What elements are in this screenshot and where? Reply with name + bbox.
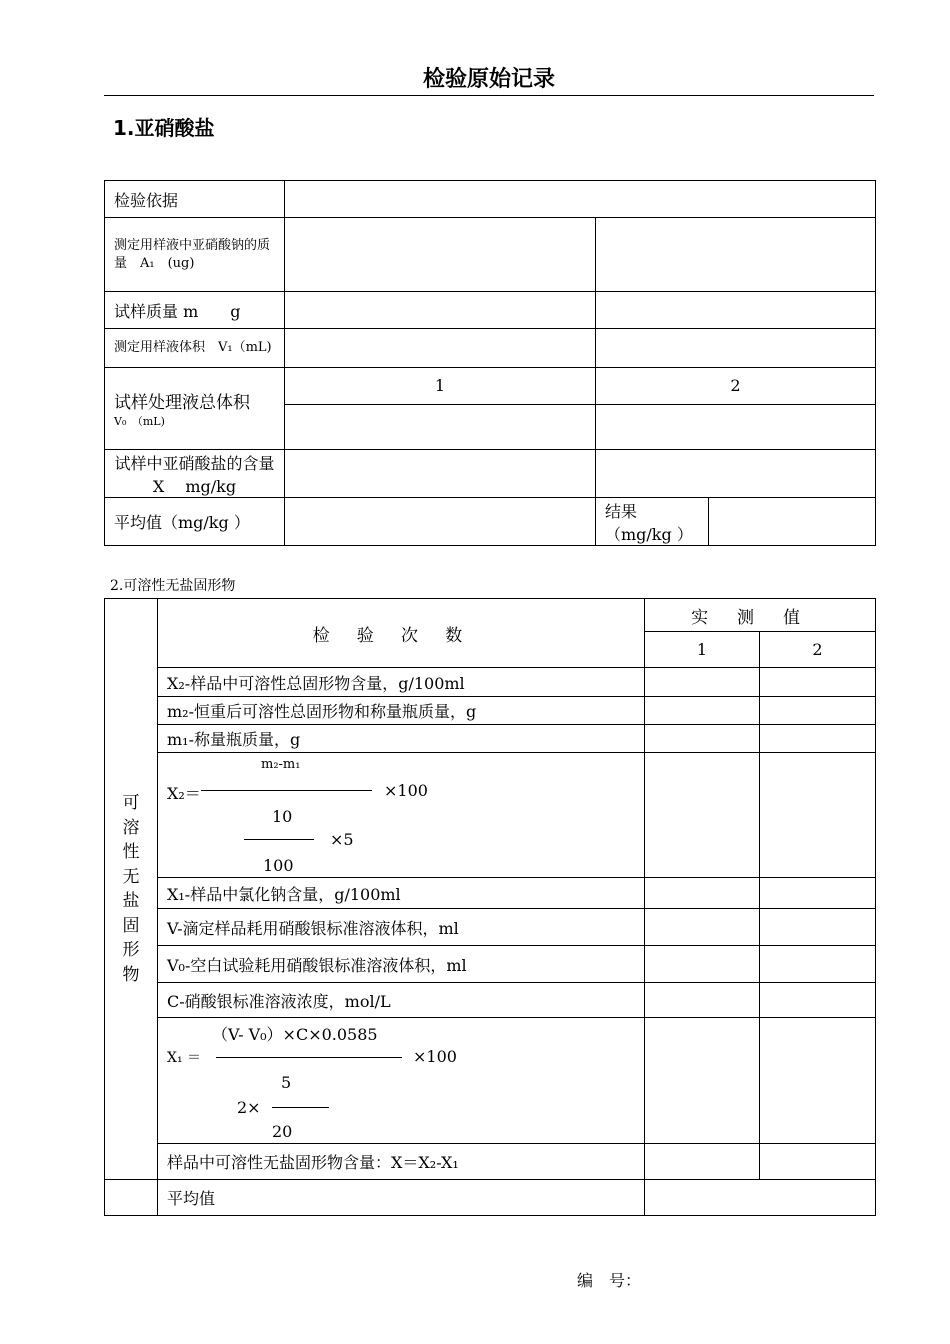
x2-times: ×100 (384, 781, 428, 800)
x1-formula-cell-2[interactable] (760, 1018, 876, 1144)
x2-inner-denominator: 100 (263, 856, 294, 875)
side-char: 物 (122, 964, 140, 985)
nitrite-content-cell-1[interactable] (285, 450, 596, 498)
m2-cell-1[interactable] (645, 697, 760, 725)
total-volume-label (105, 368, 285, 450)
x2-fraction-bar (201, 790, 372, 791)
x2-inner-fraction-bar (244, 839, 314, 840)
section1-heading: 1.亚硝酸盐 (113, 116, 215, 140)
result-cell-2[interactable] (760, 1144, 876, 1180)
v-cell-1[interactable] (645, 909, 760, 946)
average-cell[interactable] (645, 1180, 876, 1216)
m1-cell-2[interactable] (760, 725, 876, 753)
side-char: 溶 (122, 817, 140, 838)
x2-cell-2[interactable] (760, 668, 876, 697)
sodium-nitrite-mass-cell-1[interactable] (285, 218, 596, 292)
x1-inner-numerator: 5 (281, 1072, 292, 1092)
v-label: V-滴定样品耗用硝酸银标准溶液体积，ml (158, 909, 645, 946)
average-label: 平均值 (158, 1180, 645, 1216)
header-measured: 实测值 (645, 599, 876, 632)
page-title: 检验原始记录 (104, 64, 874, 96)
result-cell-1[interactable] (645, 1144, 760, 1180)
x2-numerator: m₂-m₁ (261, 757, 301, 772)
col-header-2: 2 (596, 368, 876, 405)
x2-lhs: X₂＝ (167, 784, 201, 803)
side-char: 盐 (122, 891, 140, 911)
sample-mass-cell-1[interactable] (285, 292, 596, 329)
average-label: 平均值（mg/kg ） (105, 498, 285, 546)
x2-label: X₂-样品中可溶性总固形物含量，g/100ml (158, 668, 645, 697)
result-formula-label: 样品中可溶性无盐固形物含量：X＝X₂-X₁ (158, 1144, 645, 1180)
nitrite-content-cell-2[interactable] (596, 450, 876, 498)
measured-col-1: 1 (645, 632, 760, 668)
x1-label: X₁-样品中氯化钠含量，g/100ml (158, 878, 645, 909)
total-volume-text: 试样处理液总体积 (114, 393, 250, 413)
c-cell-1[interactable] (645, 983, 760, 1018)
result-cell[interactable] (709, 498, 876, 546)
x1-formula (158, 1019, 644, 1143)
x1-inner-fraction-bar (272, 1107, 329, 1108)
m2-cell-2[interactable] (760, 697, 876, 725)
section2-heading: 2.可溶性无盐固形物 (110, 578, 236, 594)
basis-label: 检验依据 (105, 181, 285, 218)
test-volume-label: 测定用样液体积 V₁（mL) (105, 329, 285, 368)
sodium-nitrite-mass-label: 测定用样液中亚硝酸钠的质量 A₁ (ug) (105, 218, 285, 292)
total-volume-cell-2[interactable] (596, 405, 876, 450)
average-cell[interactable] (285, 498, 596, 546)
m1-cell-1[interactable] (645, 725, 760, 753)
basis-value-cell[interactable] (285, 181, 876, 218)
nitrite-table (104, 180, 876, 546)
side-char: 固 (122, 915, 140, 936)
x1-formula-cell (158, 1018, 645, 1144)
x1-lhs: X₁ ＝ (167, 1049, 202, 1066)
v0-cell-1[interactable] (645, 946, 760, 983)
total-volume-unit: V₀ （mL) (114, 415, 165, 428)
sodium-nitrite-mass-cell-2[interactable] (596, 218, 876, 292)
x2-formula-cell-1[interactable] (645, 753, 760, 878)
side-char: 可 (122, 793, 140, 813)
side-label (105, 599, 158, 1180)
test-volume-cell-1[interactable] (285, 329, 596, 368)
x1-inner-lhs: 2× (237, 1097, 261, 1117)
side-char: 形 (122, 940, 140, 960)
c-label: C-硝酸银标准溶液浓度，mol/L (158, 983, 645, 1018)
measured-col-2: 2 (760, 632, 876, 668)
x1-cell-1[interactable] (645, 878, 760, 909)
x1-formula-cell-1[interactable] (645, 1018, 760, 1144)
m1-label: m₁-称量瓶质量，g (158, 725, 645, 753)
x2-cell-1[interactable] (645, 668, 760, 697)
v0-label: V₀-空白试验耗用硝酸银标准溶液体积，ml (158, 946, 645, 983)
col-header-1: 1 (285, 368, 596, 405)
side-char: 无 (122, 866, 140, 887)
x2-inner-numerator: 10 (272, 807, 293, 826)
m2-label: m₂-恒重后可溶性总固形物和称量瓶质量，g (158, 697, 645, 725)
v0-cell-2[interactable] (760, 946, 876, 983)
v-cell-2[interactable] (760, 909, 876, 946)
x2-formula (158, 753, 644, 877)
result-label: 结果（mg/kg ） (596, 498, 709, 546)
x1-fraction-bar (216, 1057, 402, 1058)
nitrite-content-label: 试样中亚硝酸盐的含量X mg/kg (105, 450, 285, 498)
solids-table (104, 598, 876, 1216)
sample-mass-label: 试样质量 m g (105, 292, 285, 329)
x2-formula-cell-2[interactable] (760, 753, 876, 878)
total-volume-cell-1[interactable] (285, 405, 596, 450)
serial-number-label: 编 号： (577, 1271, 642, 1290)
c-cell-2[interactable] (760, 983, 876, 1018)
average-side-cell (105, 1180, 158, 1216)
x2-formula-cell (158, 753, 645, 878)
x2-inner-times: ×5 (330, 830, 354, 849)
test-volume-cell-2[interactable] (596, 329, 876, 368)
x1-cell-2[interactable] (760, 878, 876, 909)
x1-times: ×100 (413, 1046, 457, 1066)
sample-mass-cell-2[interactable] (596, 292, 876, 329)
side-char: 性 (122, 842, 140, 862)
x1-inner-denominator: 20 (272, 1121, 293, 1141)
x1-numerator: （V- V₀）×C×0.0585 (212, 1024, 378, 1044)
header-test-count: 检验次数 (158, 599, 645, 668)
